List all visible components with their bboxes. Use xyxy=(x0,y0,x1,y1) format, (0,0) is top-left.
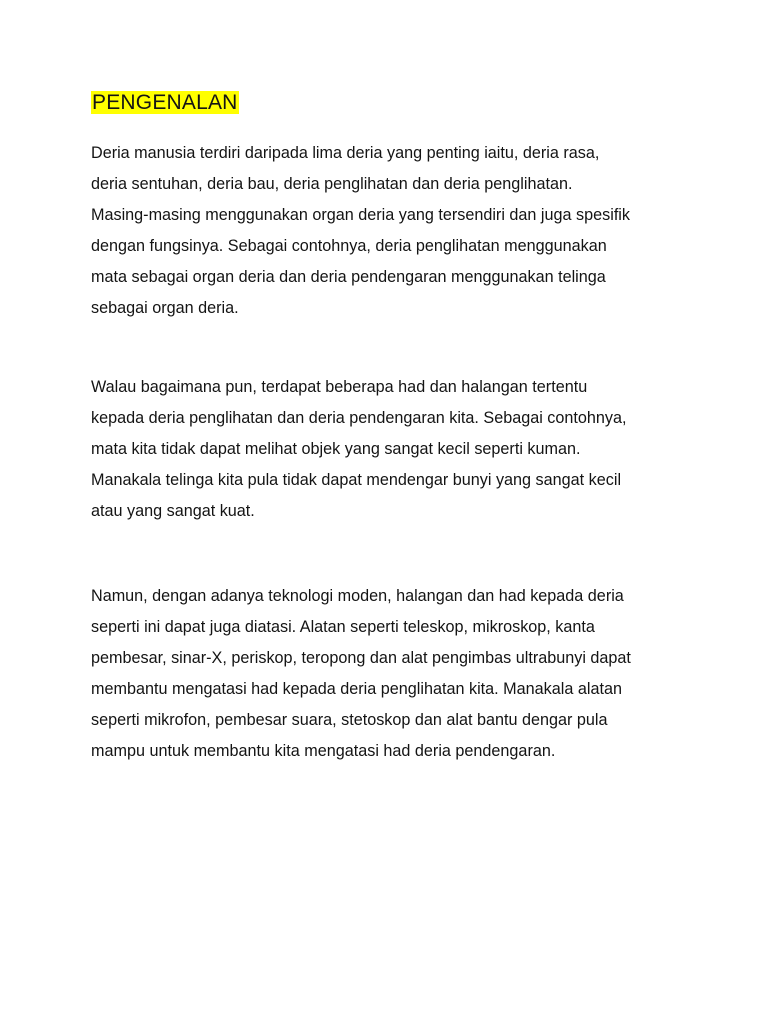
paragraph-line: seperti ini dapat juga diatasi. Alatan seperti teleskop, mikroskop, kanta xyxy=(91,618,595,636)
paragraph-line: mata kita tidak dapat melihat objek yang sangat kecil seperti kuman. xyxy=(91,440,581,458)
paragraph-line: Walau bagaimana pun, terdapat beberapa had dan halangan tertentu xyxy=(91,378,588,396)
page-title xyxy=(91,89,239,117)
paragraph-line: deria sentuhan, deria bau, deria penglihatan dan deria penglihatan. xyxy=(91,175,573,193)
paragraph-line: kepada deria penglihatan dan deria pendengaran kita. Sebagai contohnya, xyxy=(91,409,627,427)
paragraph-line: dengan fungsinya. Sebagai contohnya, deria penglihatan menggunakan xyxy=(91,237,607,255)
paragraph-line: sebagai organ deria. xyxy=(91,299,239,317)
paragraph-line: seperti mikrofon, pembesar suara, stetoskop dan alat bantu dengar pula xyxy=(91,711,608,729)
paragraph-line: mata sebagai organ deria dan deria pendengaran menggunakan telinga xyxy=(91,268,606,286)
paragraph-line: membantu mengatasi had kepada deria penglihatan kita. Manakala alatan xyxy=(91,680,622,698)
paragraph-1 xyxy=(91,138,731,324)
highlighted-heading-text: PENGENALAN xyxy=(92,91,238,114)
paragraph-line: pembesar, sinar-X, periskop, teropong dan alat pengimbas ultrabunyi dapat xyxy=(91,649,631,667)
paragraph-2 xyxy=(91,372,731,527)
paragraph-line: mampu untuk membantu kita mengatasi had deria pendengaran. xyxy=(91,742,556,760)
paragraph-line: Namun, dengan adanya teknologi moden, halangan dan had kepada deria xyxy=(91,587,624,605)
paragraph-line: Masing-masing menggunakan organ deria yang tersendiri dan juga spesifik xyxy=(91,206,631,224)
paragraph-line: Manakala telinga kita pula tidak dapat mendengar bunyi yang sangat kecil xyxy=(91,471,622,489)
paragraph-line: Deria manusia terdiri daripada lima deria yang penting iaitu, deria rasa, xyxy=(91,144,600,162)
paragraph-line: atau yang sangat kuat. xyxy=(91,502,255,520)
paragraph-3 xyxy=(91,581,731,767)
